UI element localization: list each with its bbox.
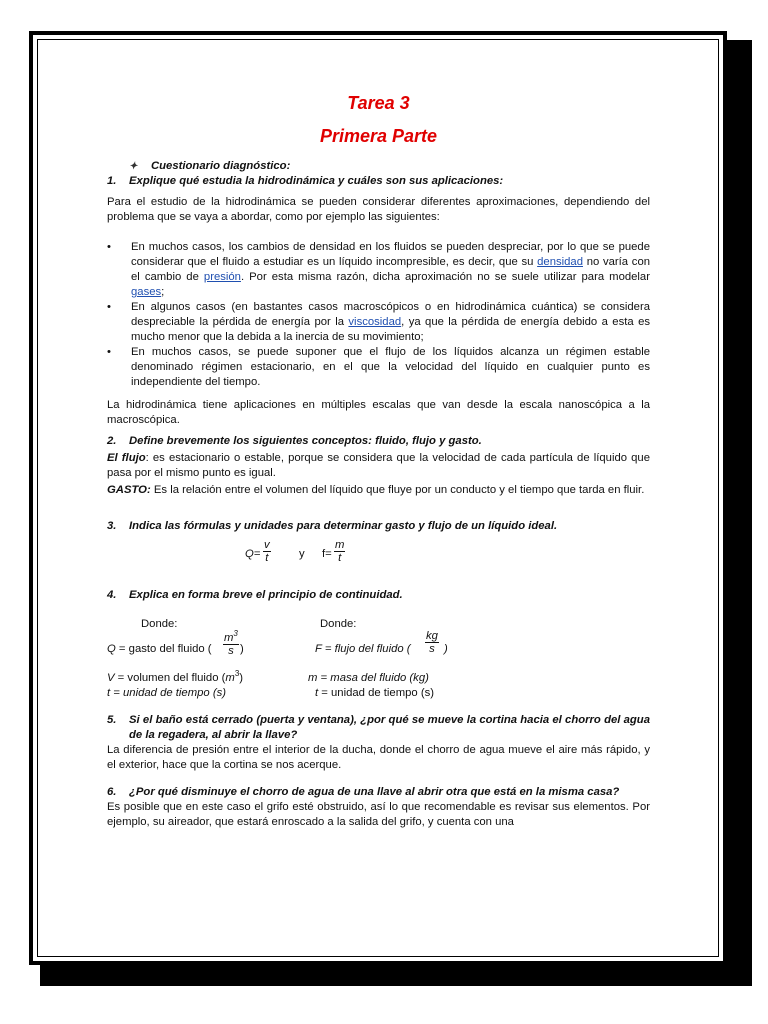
where-right: Donde: bbox=[320, 618, 357, 630]
question-1: 1. Explique qué estudia la hidrodinámica y cuáles son sus aplicaciones: bbox=[107, 175, 504, 187]
answer-5: La diferencia de presión entre el interior de la ducha, donde el chorro de agua mueve el aire más rápido, y el exterior, hace que la cortina se nos acerque. bbox=[107, 744, 650, 771]
def-row-t bbox=[107, 686, 650, 701]
def-gasto-unit: $\frac{m^3}{s}$ bbox=[224, 629, 238, 657]
list-item: • En algunos casos (en bastantes casos macroscópicos o en hidrodinámica cuántica) se considera despreciable la pérdida de energía por la viscosidad, ya que la pérdida de energía debido a esta es mucho menor que la debida a la inercia de su movimiento; bbox=[107, 301, 651, 343]
def-gasto: Q = gasto del fluido ( bbox=[107, 643, 212, 655]
approximation-list bbox=[107, 240, 650, 390]
formula-q-lhs: Q= bbox=[245, 548, 261, 560]
question-6: 6. ¿Por qué disminuye el chorro de agua de una llave al abrir otra que está en la misma casa? bbox=[107, 786, 620, 798]
document-body bbox=[107, 88, 650, 830]
q1-outro: La hidrodinámica tiene aplicaciones en múltiples escalas que van desde la escala nanoscópica a la macroscópica. bbox=[107, 399, 650, 426]
link-densidad[interactable]: densidad bbox=[537, 256, 583, 268]
link-viscosidad[interactable]: viscosidad bbox=[348, 316, 402, 328]
bullet-icon: • bbox=[107, 241, 111, 253]
question-2: 2. Define brevemente los siguientes conceptos: fluido, flujo y gasto. bbox=[107, 435, 482, 447]
question-3: 3. Indica las fórmulas y unidades para determinar gasto y flujo de un líquido ideal. bbox=[107, 520, 558, 532]
list-item: • En muchos casos, los cambios de densidad en los fluidos se pueden despreciar, por lo que se puede considerar que el fluido a estudiar es un líquido incompresible, es decir, que su densidad no varía con el cambio de presión. Por esta misma razón, dicha aproximación no se suele utilizar para modelar gases; bbox=[107, 241, 651, 298]
def-row-q-f: Q = gasto del fluido ( $\frac{m^3}{s}$ ) F = flujo del fluido ( $\frac{kg}{s}$ ) bbox=[107, 629, 448, 657]
def-row-v-m bbox=[107, 671, 650, 686]
list-item: • En muchos casos, se puede suponer que el flujo de los líquidos alcanza un régimen estable denominado régimen estacionario, en el que la velocidad del líquido en cualquier punto es independiente del tiempo. bbox=[107, 346, 650, 388]
bullet-icon: • bbox=[107, 301, 111, 313]
def-flujo: F = flujo del fluido ( bbox=[315, 643, 411, 655]
bullet-icon: • bbox=[107, 346, 111, 358]
where-row bbox=[107, 617, 650, 632]
page-subtitle: Primera Parte bbox=[319, 126, 438, 146]
section-heading: ✦ Cuestionario diagnóstico: bbox=[129, 160, 291, 172]
page-title: Tarea 3 bbox=[347, 93, 410, 113]
def-volumen: V = volumen del fluido $(m^3)$ bbox=[107, 669, 244, 684]
formula-and: y bbox=[299, 548, 305, 560]
diamond-bullet-icon: ✦ bbox=[129, 161, 138, 172]
q1-intro: Para el estudio de la hidrodinámica se pueden considerar diferentes aproximaciones, dependiendo del problema que se vaya a abordar, como por ejemplo las siguientes: bbox=[107, 196, 650, 223]
question-5: 5. Si el baño está cerrado (puerta y ventana), ¿por qué se mueve la cortina hacia el chorro del agua de la regadera, al abrir la llave? bbox=[107, 714, 650, 741]
formula-f-fraction: $\frac{m}{t}$ bbox=[335, 539, 345, 564]
formula-block bbox=[107, 537, 650, 571]
answer-6: Es posible que en este caso el grifo esté obstruido, así lo que recomendable es revisar sus elementos. Por ejemplo, su aireador, que estará enroscado a la salida del grifo, y cuenta con una bbox=[107, 801, 650, 828]
def-flujo-unit: $\frac{kg}{s}$ bbox=[426, 630, 438, 655]
def-tiempo-right: t = unidad de tiempo (s) bbox=[315, 687, 434, 699]
formula-q-fraction: $\frac{v}{t}$ bbox=[264, 539, 270, 564]
gasto-definition: GASTO: Es la relación entre el volumen del líquido que fluye por un conducto y el tiempo que tarda en fluir. bbox=[107, 484, 645, 496]
link-presion[interactable]: presión bbox=[203, 271, 241, 283]
where-left: Donde: bbox=[141, 618, 178, 630]
def-tiempo-left: t = unidad de tiempo (s) bbox=[107, 687, 226, 699]
formula-f-lhs: f= bbox=[322, 548, 332, 560]
flujo-definition: El flujo: es estacionario o estable, porque se considera que la velocidad de cada partícula de líquido que pasa por el mismo punto es igual. bbox=[107, 452, 650, 479]
question-4: 4. Explica en forma breve el principio de continuidad. bbox=[107, 589, 403, 601]
link-gases[interactable]: gases bbox=[131, 286, 162, 298]
def-masa: m = masa del fluido (kg) bbox=[308, 672, 429, 684]
